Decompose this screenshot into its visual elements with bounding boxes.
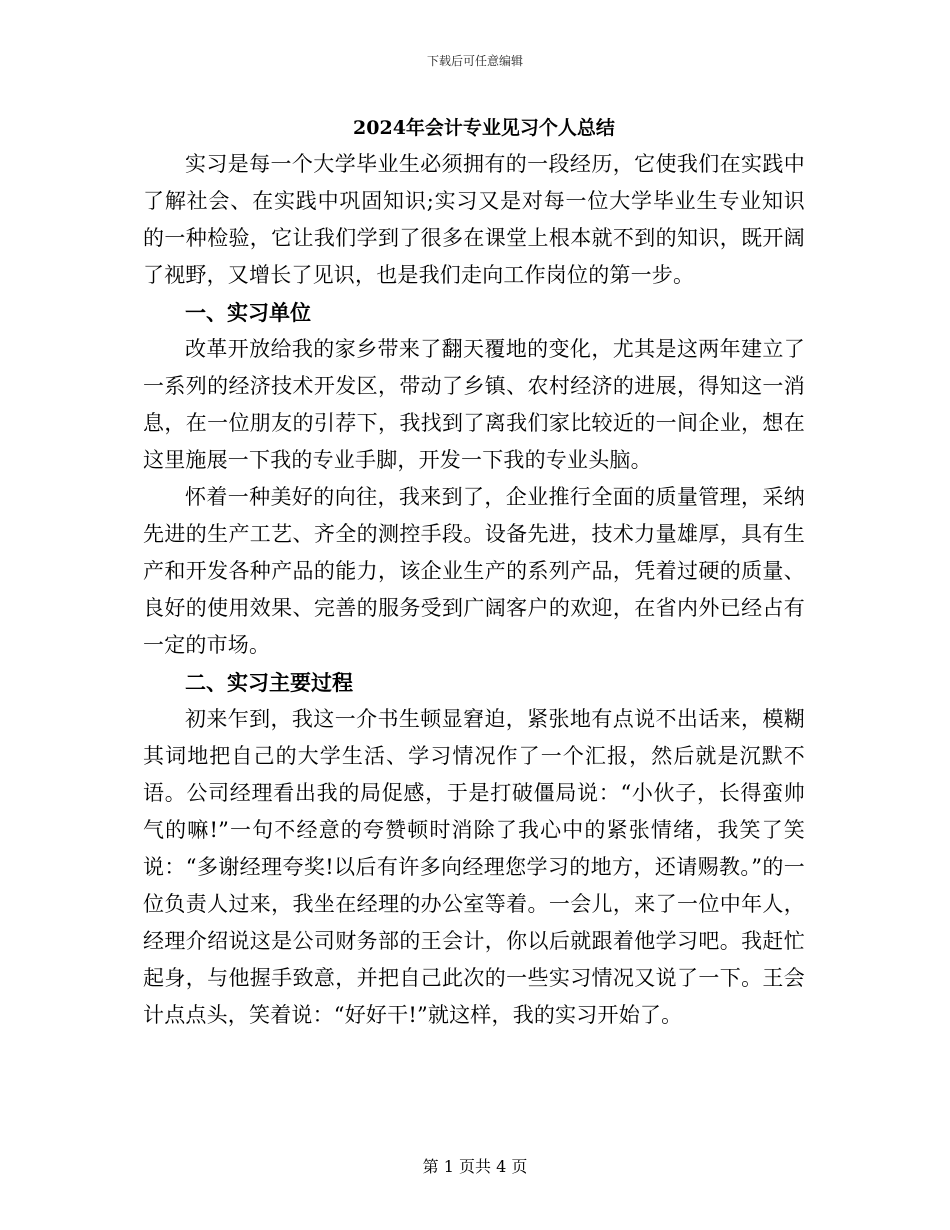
document-body: [143, 110, 805, 1034]
paragraph-first-day: 初来乍到，我这一介书生顿显窘迫，紧张地有点说不出话来，模糊其词地把自己的大学生活、学习情况作了一个汇报，然后就是沉默不语。公司经理看出我的局促感，于是打破僵局说：“小伙子，长得蛮帅气的嘛!”一句不经意的夸赞顿时消除了我心中的紧张情绪，我笑了笑说：“多谢经理夸奖!以后有许多向经理您学习的地方，还请赐教。”的一位负责人过来，我坐在经理的办公室等着。一会儿，来了一位中年人，经理介绍说这是公司财务部的王会计，你以后就跟着他学习吧。我赶忙起身，与他握手致意，并把自己此次的一些实习情况又说了一下。王会计点点头，笑着说：“好好干!”就这样，我的实习开始了。: [143, 707, 805, 1027]
page-header-note: 下载后可任意编辑: [426, 54, 523, 68]
paragraph-company: 怀着一种美好的向往，我来到了，企业推行全面的质量管理，采纳先进的生产工艺、齐全的测控手段。设备先进，技术力量雄厚，具有生产和开发各种产品的能力，该企业生产的系列产品，凭着过硬的质量、良好的使用效果、完善的服务受到广阔客户的欢迎，在省内外已经占有一定的市场。: [143, 485, 805, 657]
section-heading-internship-unit: 一、实习单位: [185, 300, 311, 325]
page-number-footer: 第 1 页共 4 页: [422, 1157, 528, 1176]
intro-paragraph: 实习是每一个大学毕业生必须拥有的一段经历，它使我们在实践中了解社会、在实践中巩固知识;实习又是对每一位大学毕业生专业知识的一种检验，它让我们学到了很多在课堂上根本就不到的知识，既开阔了视野，又增长了见识，也是我们走向工作岗位的第一步。: [143, 152, 805, 287]
paragraph-hometown: 改革开放给我的家乡带来了翻天覆地的变化，尤其是这两年建立了一系列的经济技术开发区，带动了乡镇、农村经济的进展，得知这一消息，在一位朋友的引荐下，我找到了离我们家比较近的一间企业，想在这里施展一下我的专业手脚，开发一下我的专业头脑。: [143, 337, 805, 472]
document-title: 2024年会计专业见习个人总结: [353, 117, 615, 139]
section-heading-internship-process: 二、实习主要过程: [185, 670, 353, 695]
